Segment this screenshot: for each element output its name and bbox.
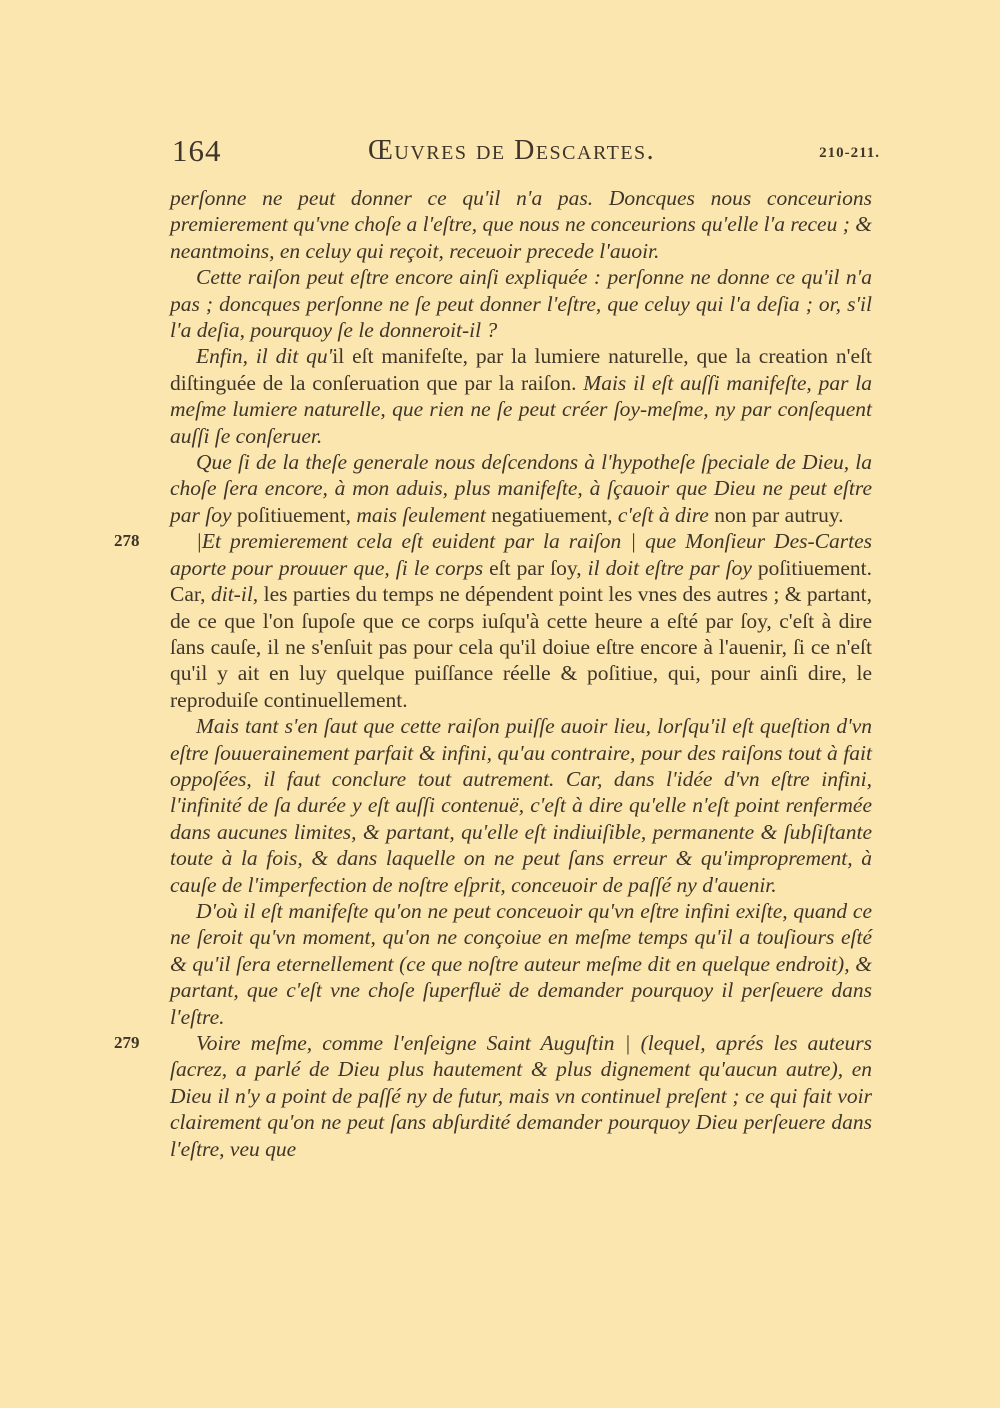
roman-text-segment: poſitiuement, [236, 502, 357, 527]
italic-text-segment: Cette raiſon peut eſtre encore ainſi expliquée : perſonne ne donne ce qu'il n'a pas ; doncques perſonne ne ſe peut donner l'eſtre, que celuy qui l'a deſia ; or, s'il l'a deſia, pourquoy ſe le donneroit-il ? [170, 265, 872, 343]
italic-text-segment: Que ſi de la theſe generale nous deſcendons à l'hypotheſe ſpeciale de Dieu, la choſe ſera encore, à mon aduis, plus manifeſte, à ſçauoir que Dieu ne peut eſtre par ſoy [170, 450, 872, 527]
paragraph [170, 449, 872, 528]
italic-text-segment: Enfin, il dit qu' [196, 344, 333, 369]
roman-text-segment: il eſt manifeſte, par la lumiere naturelle, que la creation n'eſt diſtinguée de la conſeruation que par la raiſon. [170, 344, 872, 395]
margin-page-note: 278 [114, 531, 140, 551]
roman-text-segment: les parties du temps ne dépendent point les vnes des autres ; & partant, de ce que l'on ſupoſe que ce corps iuſqu'à cette heure a eſté par ſoy, c'eſt à dire ſans cauſe, il ne s'enſuit pas pour cela qu'il doiue eſtre encore à l'auenir, ſi ce n'eſt qu'il y ait en luy quelque puiſſance réelle & poſitiue, qui, pour ainſi dire, le reproduiſe continuellement. [170, 582, 872, 712]
italic-text-segment: dit-il, [210, 582, 264, 607]
page-number: 164 [172, 133, 222, 168]
roman-text-segment: poſitiuement. Car, [170, 555, 872, 607]
running-title: Œuvres de Descartes. [368, 135, 656, 166]
roman-text-segment: eſt par ſoy, [489, 555, 588, 580]
paragraph [170, 898, 872, 1030]
roman-text-segment: negatiuement, [491, 502, 618, 527]
italic-text-segment: Voire meſme, comme l'enſeigne Saint Auguſtin | (lequel, aprés les auteurs ſacrez, a parlé de Dieu plus hautement & plus dignement qu'aucun autre), en Dieu il n'y a point de paſſé ny de futur, mais vn continuel preſent ; ce qui fait voir clairement qu'on ne peut ſans abſurdité demander pourquoy Dieu perſeuere dans l'eſtre, veu que [170, 1031, 872, 1161]
margin-page-note: 279 [114, 1033, 140, 1052]
paragraph [170, 185, 872, 264]
italic-text-segment: Mais il eſt auſſi manifeſte, par la meſme lumiere naturelle, que rien ne ſe peut créer ſoy-meſme, ny par conſequent auſſi ſe conſeruer. [170, 370, 873, 448]
paragraph [114, 528, 872, 713]
italic-text-segment: |Et premierement cela eſt euident par la raiſon | que Monſieur Des-Cartes aporte pour prouuer que, ſi le corps [170, 529, 872, 580]
italic-text-segment: mais ſeulement [356, 502, 492, 527]
italic-text-segment: perſonne ne peut donner ce qu'il n'a pas. Doncques nous conceurions premierement qu'vne choſe a l'eſtre, que nous ne conceurions qu'elle l'a receu ; & neantmoins, en celuy qui reçoit, receuoir precede l'auoir. [170, 186, 872, 263]
italic-text-segment: il doit eſtre par ſoy [587, 555, 758, 580]
italic-text-segment: c'eſt à dire [617, 502, 715, 527]
page-reference: 210-211. [819, 145, 880, 161]
paragraph [114, 1030, 872, 1162]
italic-text-segment: Mais tant s'en ſaut que cette raiſon puiſſe auoir lieu, lorſqu'il eſt queſtion d'vn eſtre ſouuerainement parfait & infini, qu'au contraire, pour des raiſons tout à fait oppoſées, il faut conclure tout autrement. Car, dans l'idée d'vn eſtre infini, l'infinité de ſa durée y eſt auſſi contenuë, c'eſt à dire qu'elle n'eſt point renfermée dans aucunes limites, & partant, qu'elle eſt indiuiſible, permanente & ſubſiſtante toute à la fois, & dans laquelle on ne peut ſans erreur & qu'improprement, à cauſe de l'imperfection de noſtre eſprit, conceuoir de paſſé ny d'auenir. [170, 714, 872, 897]
body-text [114, 185, 873, 1162]
paragraph [170, 343, 872, 449]
page-header [172, 131, 880, 171]
paragraph [170, 264, 872, 343]
roman-text-segment: non par autruy. [714, 502, 844, 527]
italic-text-segment: D'où il eſt manifeſte qu'on ne peut conceuoir qu'vn eſtre infini exiſte, quand ce ne ſeroit qu'vn moment, qu'on ne conçoiue en meſme temps qu'il a touſiours eſté & qu'il ſera eternellement (ce que noſtre auteur meſme dit en quelque endroit), & partant, que c'eſt vne choſe ſuperfluë de demander pourquoy il perſeuere dans l'eſtre. [170, 898, 872, 1029]
paragraph [170, 713, 872, 898]
